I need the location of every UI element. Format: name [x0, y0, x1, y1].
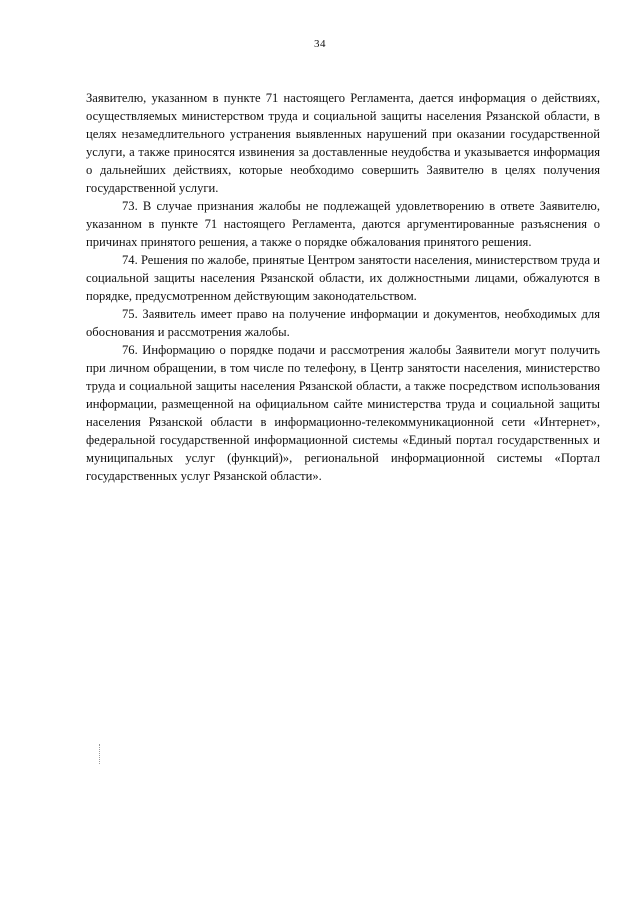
document-body	[86, 89, 600, 485]
paragraph-75: 75. Заявитель имеет право на получение информации и документов, необходимых для обоснования и рассмотрения жалобы.	[86, 307, 600, 339]
paragraph-continuation: Заявителю, указанном в пункте 71 настоящего Регламента, дается информация о действиях, осуществляемых министерством труда и социальной защиты населения Рязанской области, в целях незамедлительного устранения выявленных нарушений при оказании государственной услуги, а также приносятся извинения за доставленные неудобства и указывается информация о дальнейших действиях, которые необходимо совершить Заявителю в целях получения государственной услуги.	[86, 91, 600, 195]
paragraph-73: 73. В случае признания жалобы не подлежащей удовлетворению в ответе Заявителю, указанном в пункте 71 настоящего Регламента, даются аргументированные разъяснения о причинах принятого решения, а также о порядке обжалования принятого решения.	[86, 199, 600, 249]
page-number: 34	[314, 38, 326, 50]
scan-margin-mark	[99, 744, 101, 764]
paragraph-74: 74. Решения по жалобе, принятые Центром занятости населения, министерством труда и социальной защиты населения Рязанской области, их должностными лицами, обжалуются в порядке, предусмотренном действующим законодательством.	[86, 253, 600, 303]
paragraph-76: 76. Информацию о порядке подачи и рассмотрения жалобы Заявители могут получить при личном обращении, в том числе по телефону, в Центр занятости населения, министерство труда и социальной защиты населения Рязанской области, а также посредством использования информации, размещенной на официальном сайте министерства труда и социальной защиты населения Рязанской области в информационно-телекоммуникационной сети «Интернет», федеральной государственной информационной системы «Единый портал государственных и муниципальных услуг (функций)», региональной информационной системы «Портал государственных услуг Рязанской области».	[86, 343, 600, 483]
